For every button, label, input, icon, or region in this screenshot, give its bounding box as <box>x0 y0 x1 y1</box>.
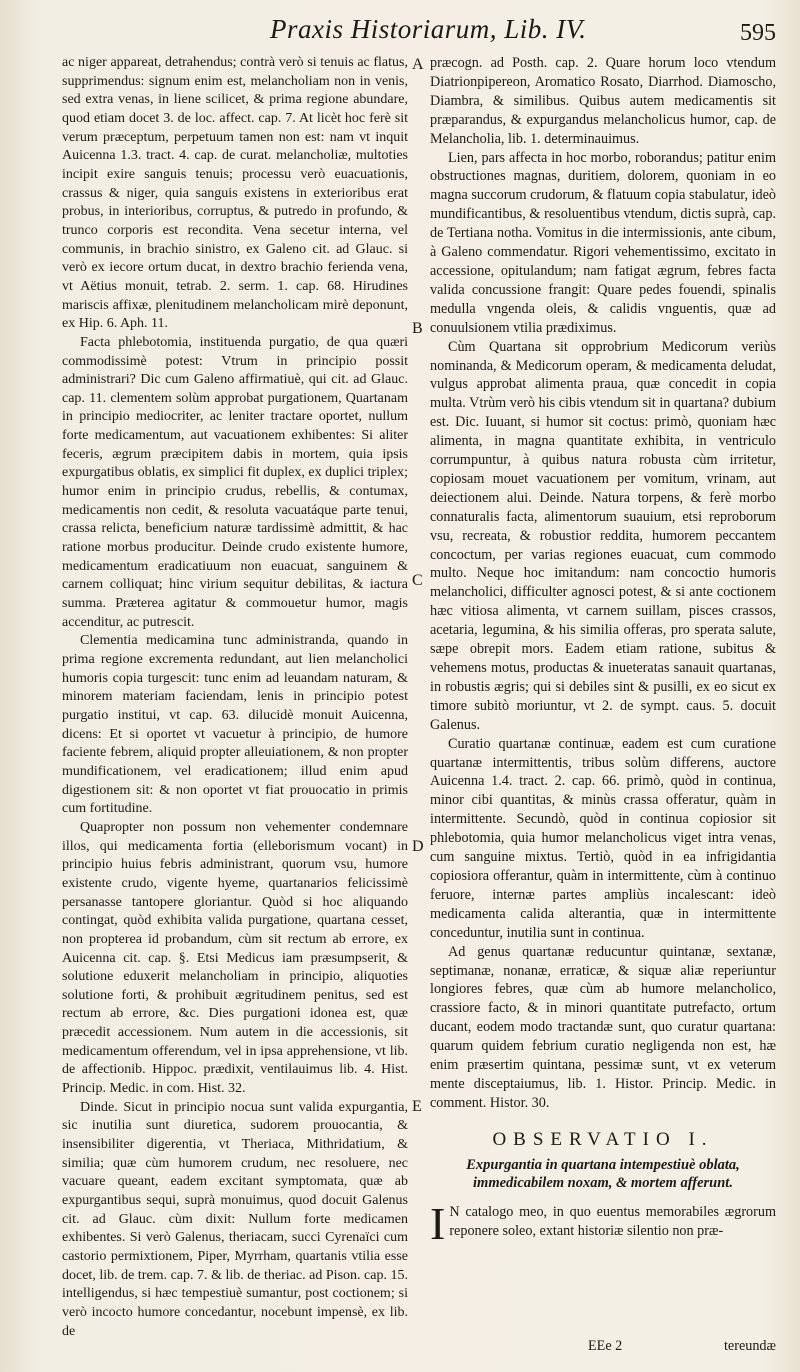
observatio-heading: OBSERVATIO I. <box>492 1128 714 1150</box>
margin-marker-a: A <box>412 56 424 73</box>
observatio-subtitle: Expurgantia in quartana intempestiuè oblata, immedicabilem noxam, & mortem afferunt. <box>466 1156 740 1192</box>
left-column <box>62 54 408 1341</box>
paragraph: ac niger appareat, detrahendus; contrà verò si tenuis ac flatus, supprimendus: signum enim est, melancholiam non in venis, sed extra venas, in liene scilicet, & prima regione abundare, quod etiam docet 3. de loc. affect. cap. 7. At licèt hoc ferè sit verum præceptum, perpetuum tamen non est: nam vt inquit Auicenna 1.3. tract. 4. cap. de curat. melancholiæ, multoties incipit exire sanguis tenuis; processu verò euacuationis, crassus & niger, quia sanguis existens in exterioribus erat probus, in interioribus, corruptus, & putredo in profundo, & trunco corporis est recondita. Vena secetur interna, vel communis, in brachio sinistro, ex Galeno cit. ad Glauc. si verò ex iecore ortum ducat, in dextro brachio ferienda vena, vt Aëtius monuit, tetrab. 2. serm. 1. cap. 68. Hirudines mariscis affixæ, plenitudinem melancholicam mirè deponunt, ex Hip. 6. Aph. 11. <box>62 55 408 332</box>
paragraph: Cùm Quartana sit opprobrium Medicorum veriùs nominanda, & Medicorum operam, & medicamenta deludat, vulgus approbat alimenta praua, quæ concedit in copia multa. Vtrùm verò his cibis vtendum sit in quartana? dubium est. Dic. Iuuant, si humor sit coctus: primò, quoniam hæc alimenta, in magna quantitate exhibita, in ventriculo corrumpuntur, à quibus natura robusta cùm irritetur, copiosam mouet vacuationem per vomitum, vrinam, aut deiectionem alui. Deinde. Natura torpens, & ferè morbo connaturalis facta, alimentorum suauium, etsi reproborum vsu, recreata, & robustior reddita, humorem peccantem concoctum, per varias regiones euacuat, cum commodo multo. Neque hoc imitandum: nam concoctio humoris melancholici, difficulter agnosci potest, & si ante coctionem hæc vitiosa alimenta, vt carnem suillam, pisces crassos, acetaria, legumina, & his similia offeras, pro sperata salute, sæpe obrepit mors. Eadem etiam ratione, subitus & vehemens motus, productas & inueteratas sanauit quartanas, in robustis ægris; qui si debiles sint & pusilli, ex eo sicut ex timore subitò moriuntur, vt 2. de sympt. caus. 5. docuit Galenus. <box>430 338 776 733</box>
signature-mark: EEe 2 <box>588 1338 623 1354</box>
paragraph: Quapropter non possum non vehementer condemnare illos, qui medicamenta fortia (elleborismum vocant) in principio huius febris administrant, quorum vsu, humore existente crudo, vigente hyeme, quartanarios felicissimè persanasse tantopere gloriantur. Quòd si hoc aliquando contingat, quòd exhibita valida purgatione, quartana cesset, non propterea id probandum, cùm sit rectum ab errore, ex Auicenna cit. cap. §. Etsi Medicus iam præsumpserit, & solutione eduxerit melancholiam in principio, aliquoties solutione forti, & prohibuit ægritudinem penitus, sed est rectum ab errore, &c. Dies purgationi idonea est, quæ præcedit accessionem. Num autem in die accessionis, sit medicamentum offerendum, vel in ipsa apprehensione, vt lib. de affectionib. Hippoc. prædixit, ventilauimus lib. 4. Hist. Princip. Medic. in com. Hist. 32. <box>62 819 408 1097</box>
margin-marker-d: D <box>412 838 424 855</box>
paragraph: Clementia medicamina tunc administranda, quando in prima regione excrementa redundant, aut lien melancholici humoris copia turgescit: tunc enim ad leuandam naturam, & minorem materiam faciendam, lenis in principio potest purgatio institui, vt cap. 63. dilucidè monuit Auicenna, dicens: Et si oportet vt vacuetur à principio, de humore faciente febrem, aliquid propter alleuiationem, & non propter mundificationem, vel eradicationem; illud enim apud digestionem sit: & non oportet vt fiat prouocatio in primis cum fortitudine. <box>62 633 408 817</box>
paragraph: præcogn. ad Posth. cap. 2. Quare horum loco vtendum Diatrionpipereon, Aromatico Rosato, Diarrhod. Diamoscho, Diambra, & similibus. Quibus autem medicamentis sit præparandus, & expurgandus melancholicus humor, cap. de Melancholia, lib. 1. determinauimus. <box>430 55 776 147</box>
right-column <box>430 54 776 1249</box>
paragraph: Lien, pars affecta in hoc morbo, roborandus; patitur enim obstructiones magnas, duritiem, dolorem, quoniam in eo magna succorum crudorum, & flatuum copia stabulatur, ideò mundificantibus, & resoluentibus vtendum, dictis suprà, cap. de Tertiana notha. Vomitus in die intermissionis, ante cibum, à Galeno commendatur. Rigori vehementissimo, excitato in accessione, opitulandum; nam fatigat ægrum, febres facta valida concussione frangit: Quare pedes fouendi, spinalis medulla vngenda oleis, & calidis vnguentis, quæ ad conuulsionem vtilia prædiximus. <box>430 149 776 336</box>
paragraph: Dinde. Sicut in principio nocua sunt valida expurgantia, sic inutilia sunt diuretica, sudorem prouocantia, & insensibiliter digerentia, vt Theriaca, Mithridatium, & similia; quæ cùm humorem crudum, nec resoluere, nec vacuare queant, eadem excitant symptomata, quæ ab expurgantibus sequi, suprà monuimus, quod docuit Galenus cit. ad Glauc. cùm dixit: Nullum forte medicamen exhibentes. Si verò Galenus, theriacam, succi Cyrenaïci cum castorio permixtionem, Piper, Myrrham, quartanis vtilia esse docet, lib. de trem. cap. 7. & lib. de theriac. ad Pison. cap. 15. intelligendus, si hæc tempestiuè sumantur, post coctionem; si verò incocto humore concedantur, nocebunt impensè, ex lib. de <box>62 1099 408 1339</box>
observatio-paragraph <box>430 1197 776 1249</box>
paragraph: Ad genus quartanæ reducuntur quintanæ, sextanæ, septimanæ, nonanæ, erraticæ, & siquæ aliæ reperiuntur longiores febres, quæ cùm ab humore melancholico, crassiore facto, & in minori quantitate putrefacto, ortum ducant, eodem modo tractandæ sunt, quo curatur quartana: quarum quidem febrium curatio negligenda non est, hæ enim præsertim quintana, pessimæ sunt, vt ex veterum mente disceptaiumus, lib. 1. Histor. Princip. Medic. in comment. Histor. 30. <box>430 943 776 1111</box>
margin-marker-b: B <box>412 320 423 337</box>
page-number: 595 <box>740 20 776 46</box>
margin-marker-c: C <box>412 572 423 589</box>
paragraph: Curatio quartanæ continuæ, eadem est cum curatione quartanæ intermittentis, tribus solùm differens, auctore Auicenna 1.4. tract. 2. cap. 66. primò, quòd in continua, minor cibi quantitas, & minùs crassa offeratur, quàm in intermittente. Secundò, quòd in continua copiosior sit phlebotomia, quia humor melancholicus viget intra venas, cum sanguine mixtus. Tertiò, quòd in ea infrigidantia copiosiora offerantur, quàm in intermittente, cùm à continuo feruore, internæ partes ampliùs incalescant: ideò medicamenta calida alterantia, quæ in intermittente conceduntur, inutilia sunt in continua. <box>430 735 776 941</box>
margin-marker-e: E <box>412 1098 422 1115</box>
observatio-text: N catalogo meo, in quo euentus memorabiles ægrorum reponere soleo, extant historiæ silentio non præ- <box>449 1203 776 1239</box>
paragraph: Facta phlebotomia, instituenda purgatio, de qua quæri commodissimè potest: Vtrum in principio possit administrari? Dic cum Galeno affirmatiuè, qui cit. ad Glauc. cap. 11. clementem solùm approbat purgationem, Quartanam in principio mediocriter, ac leniter tractare oportet, nullum forte medicamentum, aut vacuationem exhibentes: Si aliter feceris, ægrum præcipitem dabis in mortem, quia ipsis expurgatibus oblatis, ex simplici fit duplex, ex duplici triplex; humor enim in principio crudus, rebellis, & contumax, medicamentis non cedit, & resoluta vacuatáque parte tenui, crassa relicta, beneficium naturæ tardissimè admittit, & hac ratione morbus producitur. Deinde crudo existente humore, medicamentum eradicatiuum non euacuat, sanguinem & carnem colliquat; hinc virium sequitur debilitas, & iactura summa. Præterea agitatur & commouetur humor, magis accenditur, ac putrescit. <box>62 334 408 630</box>
catchword: tereundæ <box>723 1338 776 1354</box>
running-title: Praxis Historiarum, Lib. IV. <box>270 14 587 44</box>
drop-cap: I <box>430 1197 446 1249</box>
